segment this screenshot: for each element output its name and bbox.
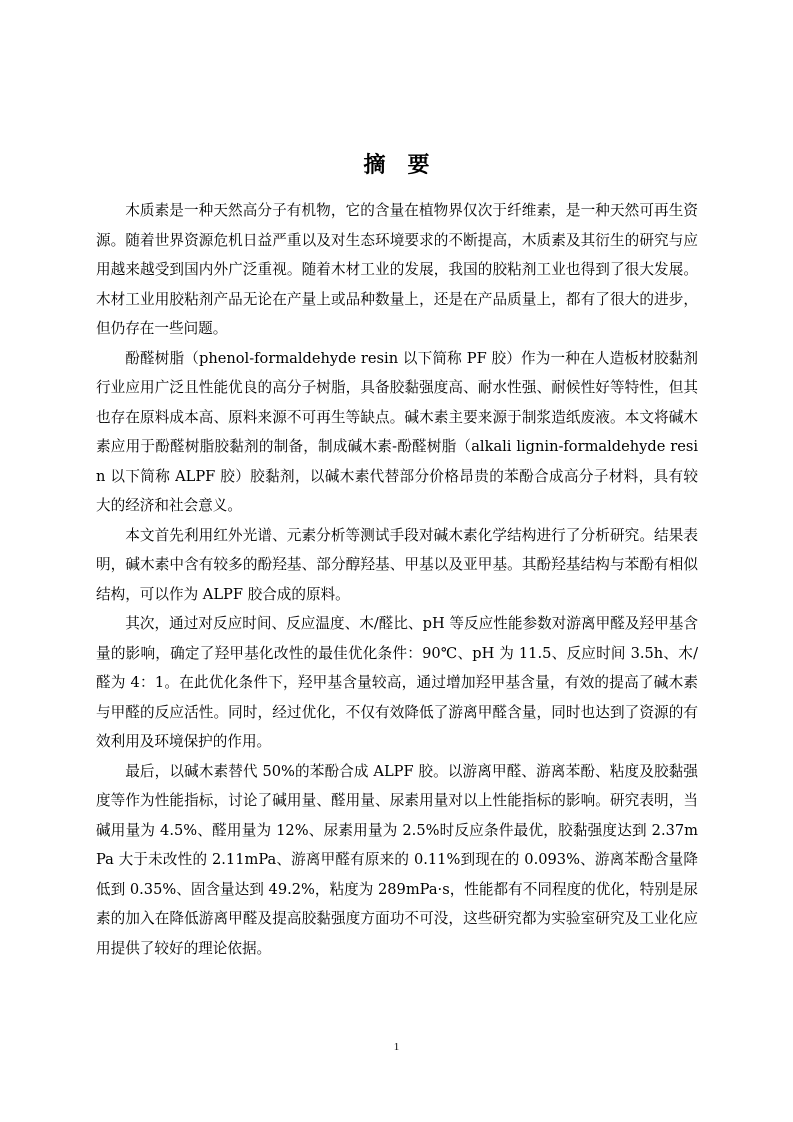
paragraph-1: 木质素是一种天然高分子有机物，它的含量在植物界仅次于纤维素，是一种天然可再生资源。随着世界资源危机日益严重以及对生态环境要求的不断提高，木质素及其衍生的研究与应用越来越受到国内外广泛重视。随着木材工业的发展，我国的胶粘剂工业也得到了很大发展。木材工业用胶粘剂产品无论在产量上或品种数量上，还是在产品质量上，都有了很大的进步，但仍存在一些问题。 bbox=[96, 202, 698, 337]
paragraph-5: 最后，以碱木素替代 50%的苯酚合成 ALPF 胶。以游离甲醛、游离苯酚、粘度及胶黏强度等作为性能指标，讨论了碱用量、醛用量、尿素用量对以上性能指标的影响。研究表明，当碱用量为 4.5%、醛用量为 12%、尿素用量为 2.5%时反应条件最优，胶黏强度达到 2.37mPa 大于未改性的 2.11mPa、游离甲醛有原来的 0.11%到现在的 0.093%、游离苯酚含量降低到 0.35%、固含量达到 49.2%，粘度为 289mPa·s，性能都有不同程度的优化，特别是尿素的加入在降低游离甲醛及提高胶黏强度方面功不可没，这些研究都为实验室研究及工业化应用提供了较好的理论依据。 bbox=[96, 762, 698, 957]
paragraph-4: 其次，通过对反应时间、反应温度、木/醛比、pH 等反应性能参数对游离甲醛及羟甲基含量的影响，确定了羟甲基化改性的最佳优化条件：90℃、pH 为 11.5、反应时间 3.5h、木/醛为 4：1。在此优化条件下，羟甲基含量较高，通过增加羟甲基含量，有效的提高了碱木素与甲醛的反应活性。同时，经过优化，不仅有效降低了游离甲醛含量，同时也达到了资源的有效利用及环境保护的作用。 bbox=[96, 615, 698, 750]
paragraph-3: 本文首先利用红外光谱、元素分析等测试手段对碱木素化学结构进行了分析研究。结果表明，碱木素中含有较多的酚羟基、部分醇羟基、甲基以及亚甲基。其酚羟基结构与苯酚有相似结构，可以作为 ALPF 胶合成的原料。 bbox=[96, 526, 698, 603]
page-number: 1 bbox=[393, 1041, 400, 1053]
page-title: 摘 要 bbox=[363, 153, 430, 178]
abstract-body bbox=[96, 196, 698, 963]
paragraph-2: 酚醛树脂（phenol-formaldehyde resin 以下简称 PF 胶）作为一种在人造板材胶黏剂行业应用广泛且性能优良的高分子树脂，具备胶黏强度高、耐水性强、耐候性好等特性，但其也存在原料成本高、原料来源不可再生等缺点。碱木素主要来源于制浆造纸废液。本文将碱木素应用于酚醛树脂胶黏剂的制备，制成碱木素-酚醛树脂（alkali lignin-formaldehyde resin 以下简称 ALPF 胶）胶黏剂，以碱木素代替部分价格昂贵的苯酚合成高分子材料，具有较大的经济和社会意义。 bbox=[96, 349, 698, 514]
